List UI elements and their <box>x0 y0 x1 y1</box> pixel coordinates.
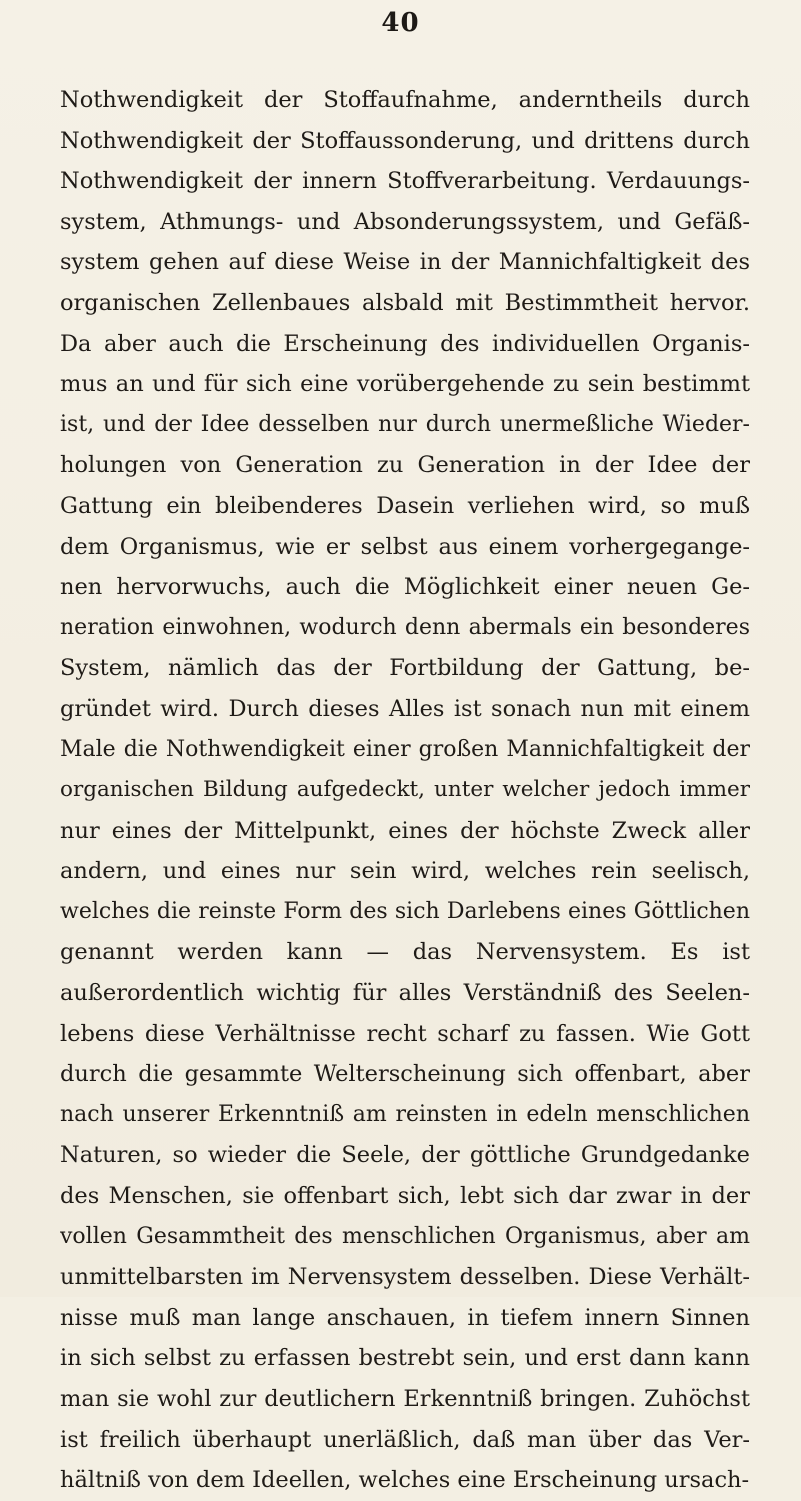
text-line: nen hervorwuchs, auch die Möglichkeit einer neuen Ge- <box>60 574 750 601</box>
text-line: ist freilich überhaupt unerläßlich, daß man über das Ver- <box>60 1426 750 1453</box>
text-line: lebens diese Verhältnisse recht scharf zu fassen. Wie Gott <box>60 1020 750 1047</box>
text-line: unmittelbarsten im Nervensystem desselben. Diese Verhält- <box>60 1264 750 1291</box>
text-line: nisse muß man lange anschauen, in tiefem innern Sinnen <box>60 1304 750 1331</box>
body-text <box>60 80 750 1501</box>
text-line: hältniß von dem Ideellen, welches eine Erscheinung ursach- <box>60 1467 750 1494</box>
text-line: welches die reinste Form des sich Darlebens eines Göttlichen <box>60 898 750 924</box>
text-line: genannt werden kann — das Nervensystem. Es ist <box>60 939 750 966</box>
text-line: gründet wird. Durch dieses Alles ist sonach nun mit einem <box>60 695 750 722</box>
text-line: Da aber auch die Erscheinung des individuellen Organis- <box>60 330 750 357</box>
text-line: ist, und der Idee desselben nur durch unermeßliche Wieder- <box>60 411 750 437</box>
text-line: mus an und für sich eine vorübergehende zu sein bestimmt <box>60 371 750 398</box>
text-line: Naturen, so wieder die Seele, der göttliche Grundgedanke <box>60 1142 750 1169</box>
text-line: des Menschen, sie offenbart sich, lebt sich dar zwar in der <box>60 1183 750 1210</box>
text-line: durch die gesammte Welterscheinung sich offenbart, aber <box>60 1061 750 1088</box>
text-line: nur eines der Mittelpunkt, eines der höchste Zweck aller <box>60 817 750 844</box>
text-line: man sie wohl zur deutlichern Erkenntniß bringen. Zuhöchst <box>60 1386 750 1412</box>
text-line: system, Athmungs- und Absonderungssystem, und Gefäß- <box>60 208 750 235</box>
text-line: außerordentlich wichtig für alles Verständniß des Seelen- <box>60 980 750 1007</box>
text-line: neration einwohnen, wodurch denn abermals ein besonderes <box>60 614 750 640</box>
text-line: holungen von Generation zu Generation in der Idee der <box>60 452 750 479</box>
text-line: System, nämlich das der Fortbildung der Gattung, be- <box>60 655 750 682</box>
text-line: Male die Nothwendigkeit einer großen Mannichfaltigkeit der <box>60 736 750 762</box>
text-line: organischen Bildung aufgedeckt, unter welcher jedoch immer <box>60 777 750 803</box>
page-number: 40 <box>381 8 420 38</box>
text-line: dem Organismus, wie er selbst aus einem vorhergegange- <box>60 533 750 560</box>
text-line: in sich selbst zu erfassen bestrebt sein, und erst dann kann <box>60 1345 750 1372</box>
text-line: Nothwendigkeit der innern Stoffverarbeitung. Verdauungs- <box>60 168 750 195</box>
text-line: nach unserer Erkenntniß am reinsten in edeln menschlichen <box>60 1101 750 1127</box>
text-line: Nothwendigkeit der Stoffaussonderung, und drittens durch <box>60 127 750 154</box>
text-line: Gattung ein bleibenderes Dasein verliehen wird, so muß <box>60 492 750 519</box>
text-line: Nothwendigkeit der Stoffaufnahme, anderntheils durch <box>60 87 750 113</box>
text-line: andern, und eines nur sein wird, welches rein seelisch, <box>60 858 750 885</box>
text-line: system gehen auf diese Weise in der Mannichfaltigkeit des <box>60 249 750 276</box>
text-line: organischen Zellenbaues alsbald mit Bestimmtheit hervor. <box>60 289 750 316</box>
text-line: vollen Gesammtheit des menschlichen Organismus, aber am <box>60 1223 750 1249</box>
